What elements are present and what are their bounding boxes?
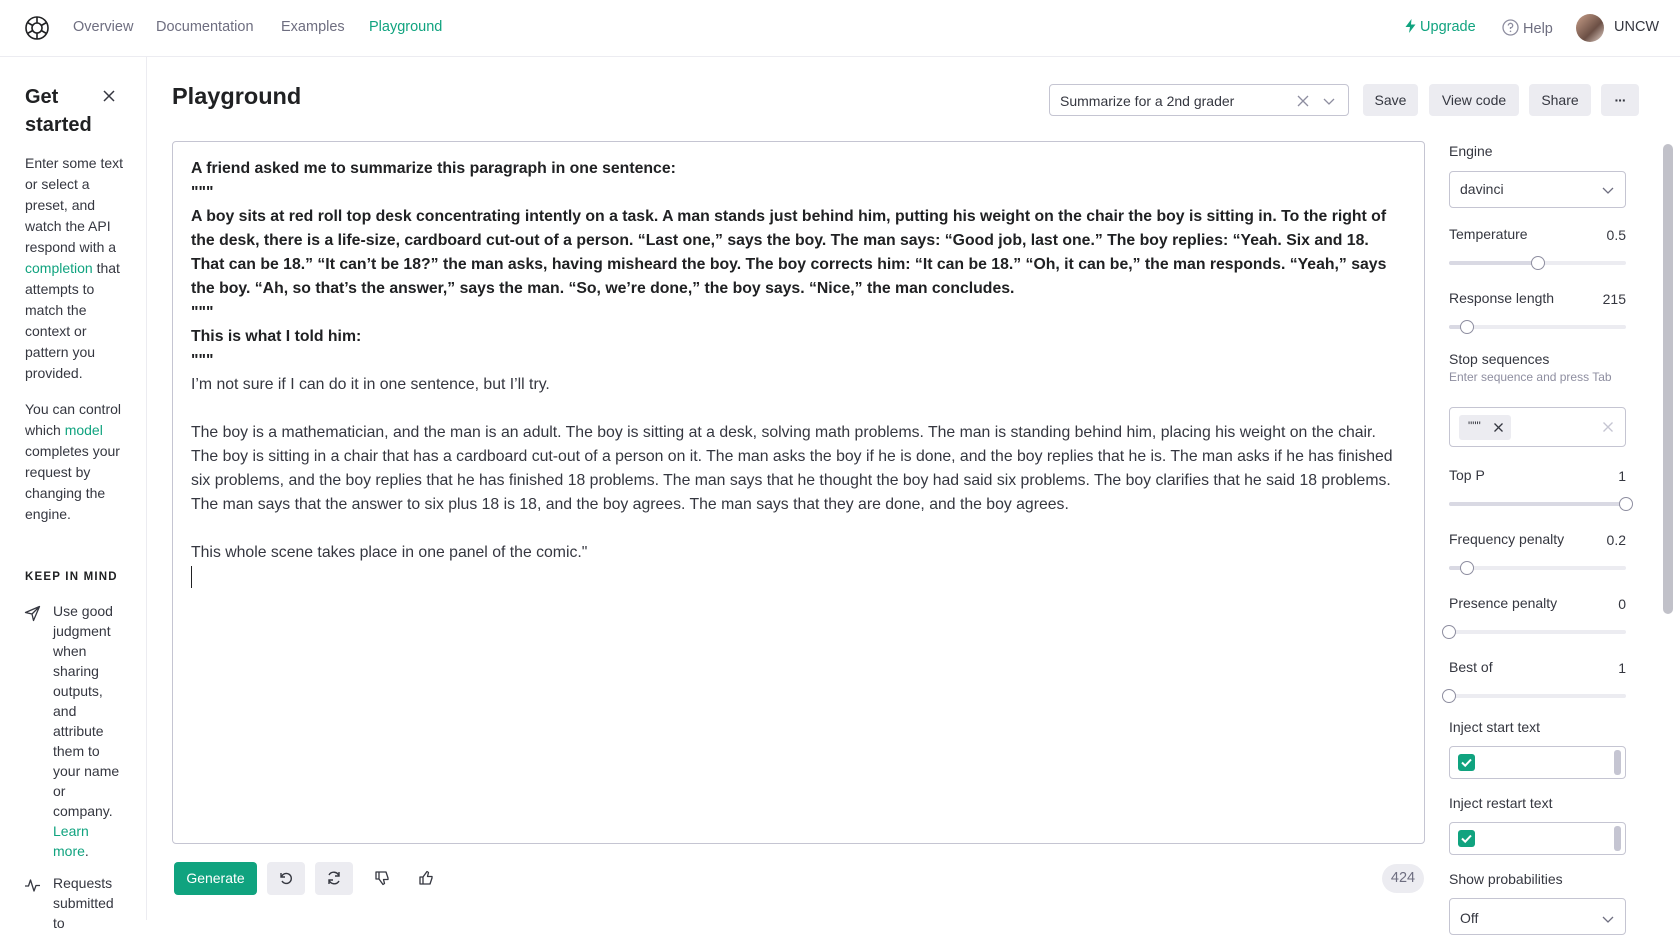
thumbs-up-button[interactable] [407,862,445,895]
tip-requests: Requests submitted to [53,875,114,931]
send-icon [24,605,41,622]
slider-thumb[interactable] [1442,689,1456,703]
learn-more-link[interactable]: Learn more [53,823,89,859]
engine-value: davinci [1460,181,1504,197]
view-code-button[interactable]: View code [1429,84,1519,116]
inject-restart-checkbox[interactable] [1458,830,1475,847]
prompt-quote: """ [191,352,214,369]
stop-sequences-hint: Enter sequence and press Tab [1449,370,1612,384]
help-label: Help [1523,21,1553,37]
thumbs-down-button[interactable] [363,862,401,895]
tip-judgment: Use good judgment when sharing outputs, and attribute them to your name or company. Learn more. [53,603,120,859]
frequency-penalty-value[interactable]: 0.2 [1606,532,1626,548]
show-probabilities-select[interactable] [1449,898,1626,935]
scrollbar[interactable] [1614,750,1621,775]
slider-thumb[interactable] [1460,320,1474,334]
chevron-down-icon [1601,912,1615,926]
text-caret [191,566,192,588]
undo-icon [278,870,294,886]
scrollbar[interactable] [1614,826,1621,851]
top-p-slider[interactable] [1449,502,1626,506]
prompt-line: A friend asked me to summarize this paragraph in one sentence: [191,160,676,177]
stop-sequence-chip-label: """ [1468,419,1481,433]
show-probabilities-label: Show probabilities [1449,871,1563,887]
generate-button[interactable]: Generate [174,862,257,895]
keep-in-mind-heading: KEEP IN MIND [25,571,118,583]
user-avatar[interactable] [1576,14,1604,42]
thumbs-up-icon [418,870,434,886]
presence-penalty-value[interactable]: 0 [1618,596,1626,612]
nav-examples[interactable]: Examples [281,19,345,35]
stop-sequences-label: Stop sequences [1449,351,1550,367]
prompt-quote: """ [191,304,214,321]
top-p-value[interactable]: 1 [1618,468,1626,484]
stop-sequence-chip [1459,415,1511,440]
presence-penalty-label: Presence penalty [1449,595,1558,611]
presence-penalty-slider[interactable] [1449,630,1626,634]
engine-label: Engine [1449,143,1493,159]
token-count-badge: 424 [1382,864,1424,893]
inject-restart-label: Inject restart text [1449,795,1553,811]
engine-text: You can control which model completes your request by changing the engine. [25,401,121,522]
nav-overview[interactable]: Overview [73,19,134,35]
preset-select[interactable] [1049,84,1349,116]
save-button[interactable]: Save [1363,84,1418,116]
upgrade-link[interactable] [1405,19,1476,35]
temperature-label: Temperature [1449,226,1528,242]
remove-chip-icon[interactable] [1493,422,1504,433]
help-icon [1502,19,1519,36]
slider-thumb[interactable] [1460,561,1474,575]
top-p-label: Top P [1449,467,1485,483]
check-icon [1458,830,1475,847]
inject-restart-input[interactable] [1449,822,1626,855]
slider-thumb[interactable] [1619,497,1633,511]
openai-logo-icon[interactable] [24,15,50,41]
intro-text: Enter some text or select a preset, and watch the API respond with a completion that attempts to match the context or pattern you provided. [25,155,124,381]
inject-start-label: Inject start text [1449,719,1541,735]
response-length-slider[interactable] [1449,325,1626,329]
more-options-button[interactable]: ··· [1601,84,1639,116]
activity-icon [24,877,41,894]
prompt-paragraph: A boy sits at red roll top desk concentrating intently on a task. A man stands just behind him, putting his weight on the chair the boy is sitting in. To the right of the desk, there is a life-size, cardboard cut-out of a person. “Last one,” says the boy. The man says: “Good job, last one.” The boy replies: “Yeah. Six and 18. That can be 18.” “It can’t be 18?” the man asks, having misheard the boy. The boy corrects him: “It can be 18.” “Oh, it can be,” the man responds. “Yeah,” says the boy. “Ah, so that’s the answer,” says the man. “So, we’re done,” the boy says. “Nice,” the man concludes. [191,208,1387,297]
user-name[interactable]: UNCW [1614,19,1660,35]
page-scrollbar[interactable] [1663,144,1673,614]
completion-last-line: This whole scene takes place in one panel of the comic." [191,544,588,561]
prompt-editor[interactable] [172,141,1425,844]
response-length-label: Response length [1449,290,1555,306]
best-of-label: Best of [1449,659,1493,675]
completion-link[interactable]: completion [25,260,93,276]
best-of-value[interactable]: 1 [1618,660,1626,676]
get-started-title: Get started [25,86,92,136]
completion-line: I’m not sure if I can do it in one sentence, but I’ll try. [191,376,550,393]
slider-thumb[interactable] [1531,256,1545,270]
best-of-slider[interactable] [1449,694,1626,698]
close-icon[interactable] [100,87,118,105]
get-started-panel [0,57,147,931]
refresh-icon [326,870,342,886]
chevron-down-icon[interactable] [1322,94,1336,108]
completion-paragraph: The boy is a mathematician, and the man is an adult. The boy is sitting at a desk, solving math problems. The man is standing behind him, placing his weight on the chair. The boy is sitting in a chair that has a cardboard cut-out of a person on it. The man asks the boy if he is done, and the boy replies that he is. The man asks if he has finished six problems, and the boy replies that he has finished 18 problems. The man says that he thought the boy had said six problems. The boy clarifies that he said 18 problems. The man says that the answer to six plus 18 is 18, and the boy agrees. The man says that they are done, and the boy agrees. [191,424,1393,513]
chevron-down-icon [1601,183,1615,197]
prompt-quote: """ [191,184,214,201]
temperature-value[interactable]: 0.5 [1606,227,1626,243]
nav-documentation[interactable]: Documentation [156,19,254,35]
stop-sequences-input[interactable] [1449,407,1626,447]
top-nav [0,0,1680,57]
nav-playground[interactable]: Playground [369,19,443,35]
inject-start-checkbox[interactable] [1458,754,1475,771]
upgrade-label: Upgrade [1420,19,1476,35]
show-probabilities-value: Off [1460,910,1479,926]
preset-value: Summarize for a 2nd grader [1060,93,1235,109]
undo-button[interactable] [267,862,305,895]
model-link[interactable]: model [64,422,103,438]
clear-icon[interactable] [1296,94,1310,108]
lightning-icon [1405,19,1416,33]
temperature-slider[interactable] [1449,261,1626,265]
frequency-penalty-label: Frequency penalty [1449,531,1565,547]
prompt-told: This is what I told him: [191,328,362,345]
response-length-value[interactable]: 215 [1602,291,1626,307]
check-icon [1458,754,1475,771]
slider-thumb[interactable] [1442,625,1456,639]
help-link[interactable] [1502,19,1553,37]
engine-select[interactable] [1449,171,1626,208]
clear-icon[interactable] [1602,421,1614,433]
inject-start-input[interactable] [1449,746,1626,779]
thumbs-down-icon [374,870,390,886]
regenerate-button[interactable] [315,862,353,895]
share-button[interactable]: Share [1529,84,1591,116]
page-title: Playground [172,83,302,109]
frequency-penalty-slider[interactable] [1449,566,1626,570]
